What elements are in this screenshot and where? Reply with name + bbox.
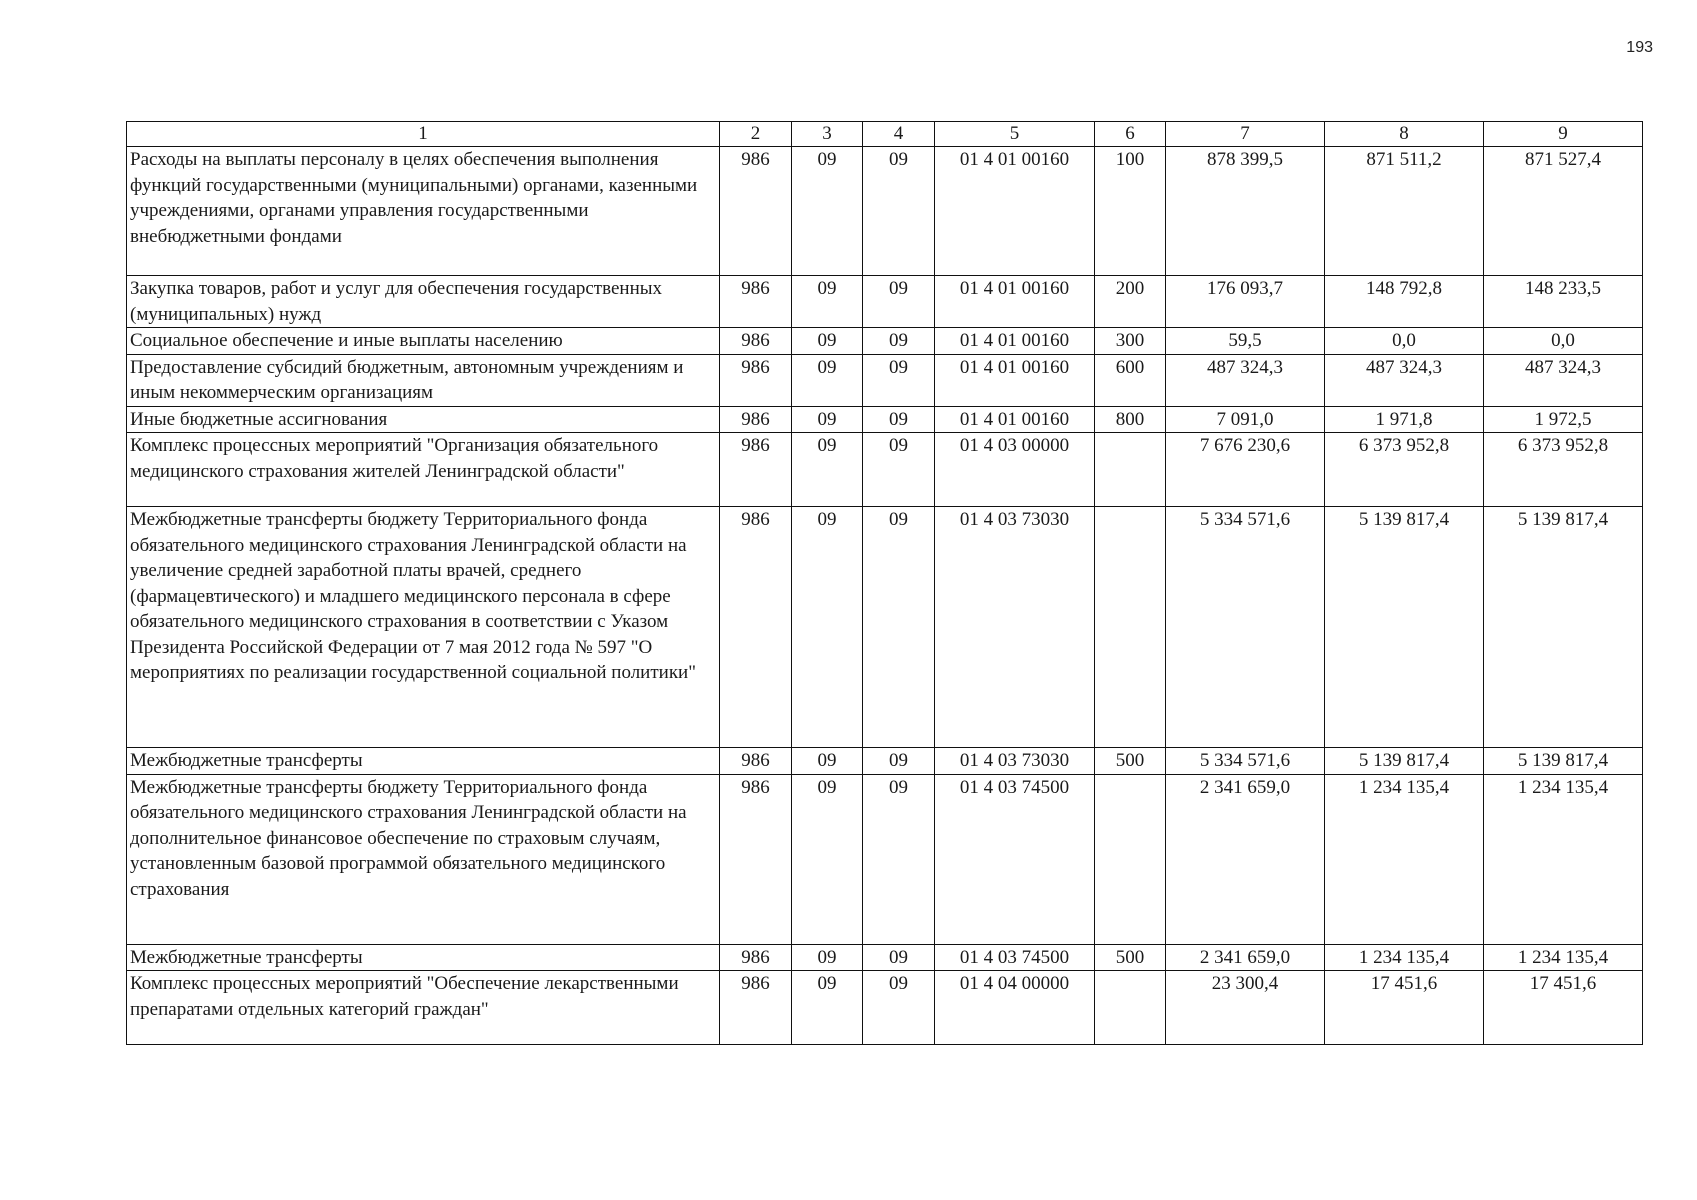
amount-year-3: 1 234 135,4	[1484, 944, 1643, 971]
row-description: Межбюджетные трансферты бюджету Территориального фонда обязательного медицинского страхования Ленинградской области на увеличение средней заработной платы врачей, среднего (фармацевтического) и младшего медицинского персонала в сфере обязательного медицинского страхования в соответствии с Указом Президента Российской Федерации от 7 мая 2012 года № 597 "О мероприятиях по реализации государственной социальной политики"	[127, 507, 720, 748]
subsection-code: 09	[863, 328, 935, 355]
subsection-code: 09	[863, 971, 935, 1045]
target-article-code: 01 4 03 00000	[935, 433, 1095, 507]
amount-year-3: 6 373 952,8	[1484, 433, 1643, 507]
admin-code: 986	[720, 971, 792, 1045]
column-header: 1	[127, 122, 720, 147]
amount-year-2: 148 792,8	[1325, 276, 1484, 328]
column-header: 7	[1166, 122, 1325, 147]
amount-year-2: 1 234 135,4	[1325, 774, 1484, 944]
admin-code: 986	[720, 147, 792, 276]
column-header: 2	[720, 122, 792, 147]
subsection-code: 09	[863, 774, 935, 944]
amount-year-3: 17 451,6	[1484, 971, 1643, 1045]
amount-year-1: 176 093,7	[1166, 276, 1325, 328]
subsection-code: 09	[863, 354, 935, 406]
amount-year-1: 878 399,5	[1166, 147, 1325, 276]
admin-code: 986	[720, 944, 792, 971]
expense-type-code: 800	[1095, 406, 1166, 433]
expense-type-code	[1095, 971, 1166, 1045]
table-row	[127, 944, 1643, 971]
table-row	[127, 147, 1643, 276]
admin-code: 986	[720, 507, 792, 748]
table-row	[127, 276, 1643, 328]
row-description: Комплекс процессных мероприятий "Обеспечение лекарственными препаратами отдельных категорий граждан"	[127, 971, 720, 1045]
column-header: 8	[1325, 122, 1484, 147]
row-description: Межбюджетные трансферты	[127, 944, 720, 971]
section-code: 09	[792, 748, 863, 775]
amount-year-3: 871 527,4	[1484, 147, 1643, 276]
target-article-code: 01 4 01 00160	[935, 147, 1095, 276]
amount-year-2: 0,0	[1325, 328, 1484, 355]
row-description: Расходы на выплаты персоналу в целях обеспечения выполнения функций государственными (муниципальными) органами, казенными учреждениями, органами управления государственными внебюджетными фондами	[127, 147, 720, 276]
row-description: Иные бюджетные ассигнования	[127, 406, 720, 433]
target-article-code: 01 4 01 00160	[935, 354, 1095, 406]
row-description: Межбюджетные трансферты бюджету Территориального фонда обязательного медицинского страхования Ленинградской области на дополнительное финансовое обеспечение по страховым случаям, установленным базовой программой обязательного медицинского страхования	[127, 774, 720, 944]
amount-year-1: 487 324,3	[1166, 354, 1325, 406]
admin-code: 986	[720, 774, 792, 944]
amount-year-2: 871 511,2	[1325, 147, 1484, 276]
expense-type-code: 600	[1095, 354, 1166, 406]
section-code: 09	[792, 406, 863, 433]
expense-type-code	[1095, 507, 1166, 748]
amount-year-3: 148 233,5	[1484, 276, 1643, 328]
amount-year-2: 1 971,8	[1325, 406, 1484, 433]
subsection-code: 09	[863, 507, 935, 748]
amount-year-1: 2 341 659,0	[1166, 944, 1325, 971]
amount-year-3: 0,0	[1484, 328, 1643, 355]
row-description: Комплекс процессных мероприятий "Организация обязательного медицинского страхования жителей Ленинградской области"	[127, 433, 720, 507]
amount-year-1: 5 334 571,6	[1166, 507, 1325, 748]
table-row	[127, 748, 1643, 775]
section-code: 09	[792, 433, 863, 507]
amount-year-2: 5 139 817,4	[1325, 748, 1484, 775]
target-article-code: 01 4 04 00000	[935, 971, 1095, 1045]
expense-type-code: 100	[1095, 147, 1166, 276]
admin-code: 986	[720, 354, 792, 406]
subsection-code: 09	[863, 748, 935, 775]
amount-year-2: 17 451,6	[1325, 971, 1484, 1045]
section-code: 09	[792, 276, 863, 328]
amount-year-1: 2 341 659,0	[1166, 774, 1325, 944]
row-description: Закупка товаров, работ и услуг для обеспечения государственных (муниципальных) нужд	[127, 276, 720, 328]
admin-code: 986	[720, 406, 792, 433]
admin-code: 986	[720, 328, 792, 355]
column-header: 3	[792, 122, 863, 147]
target-article-code: 01 4 01 00160	[935, 276, 1095, 328]
admin-code: 986	[720, 748, 792, 775]
subsection-code: 09	[863, 406, 935, 433]
admin-code: 986	[720, 276, 792, 328]
section-code: 09	[792, 354, 863, 406]
subsection-code: 09	[863, 433, 935, 507]
amount-year-3: 5 139 817,4	[1484, 507, 1643, 748]
column-number-row	[127, 122, 1643, 147]
admin-code: 986	[720, 433, 792, 507]
target-article-code: 01 4 03 74500	[935, 944, 1095, 971]
section-code: 09	[792, 944, 863, 971]
table-row	[127, 406, 1643, 433]
amount-year-3: 5 139 817,4	[1484, 748, 1643, 775]
target-article-code: 01 4 03 73030	[935, 507, 1095, 748]
expense-type-code	[1095, 433, 1166, 507]
section-code: 09	[792, 774, 863, 944]
amount-year-3: 1 972,5	[1484, 406, 1643, 433]
expense-type-code: 500	[1095, 748, 1166, 775]
expense-type-code: 300	[1095, 328, 1166, 355]
budget-table	[126, 121, 1643, 1045]
column-header: 9	[1484, 122, 1643, 147]
amount-year-2: 5 139 817,4	[1325, 507, 1484, 748]
amount-year-1: 7 091,0	[1166, 406, 1325, 433]
amount-year-1: 7 676 230,6	[1166, 433, 1325, 507]
table-row	[127, 328, 1643, 355]
target-article-code: 01 4 03 74500	[935, 774, 1095, 944]
expense-type-code: 500	[1095, 944, 1166, 971]
expense-type-code	[1095, 774, 1166, 944]
row-description: Предоставление субсидий бюджетным, автономным учреждениям и иным некоммерческим организациям	[127, 354, 720, 406]
target-article-code: 01 4 03 73030	[935, 748, 1095, 775]
budget-table-container	[126, 121, 1642, 1045]
amount-year-2: 6 373 952,8	[1325, 433, 1484, 507]
table-row	[127, 774, 1643, 944]
amount-year-3: 487 324,3	[1484, 354, 1643, 406]
row-description: Межбюджетные трансферты	[127, 748, 720, 775]
table-row	[127, 507, 1643, 748]
subsection-code: 09	[863, 276, 935, 328]
column-header: 6	[1095, 122, 1166, 147]
amount-year-1: 59,5	[1166, 328, 1325, 355]
row-description: Социальное обеспечение и иные выплаты населению	[127, 328, 720, 355]
column-header: 5	[935, 122, 1095, 147]
page-number: 193	[1626, 39, 1653, 56]
subsection-code: 09	[863, 944, 935, 971]
table-row	[127, 354, 1643, 406]
section-code: 09	[792, 147, 863, 276]
table-row	[127, 971, 1643, 1045]
table-row	[127, 433, 1643, 507]
amount-year-1: 23 300,4	[1166, 971, 1325, 1045]
amount-year-3: 1 234 135,4	[1484, 774, 1643, 944]
section-code: 09	[792, 971, 863, 1045]
amount-year-2: 487 324,3	[1325, 354, 1484, 406]
section-code: 09	[792, 507, 863, 748]
subsection-code: 09	[863, 147, 935, 276]
target-article-code: 01 4 01 00160	[935, 328, 1095, 355]
expense-type-code: 200	[1095, 276, 1166, 328]
budget-table-body	[127, 122, 1643, 1045]
section-code: 09	[792, 328, 863, 355]
target-article-code: 01 4 01 00160	[935, 406, 1095, 433]
amount-year-2: 1 234 135,4	[1325, 944, 1484, 971]
amount-year-1: 5 334 571,6	[1166, 748, 1325, 775]
column-header: 4	[863, 122, 935, 147]
